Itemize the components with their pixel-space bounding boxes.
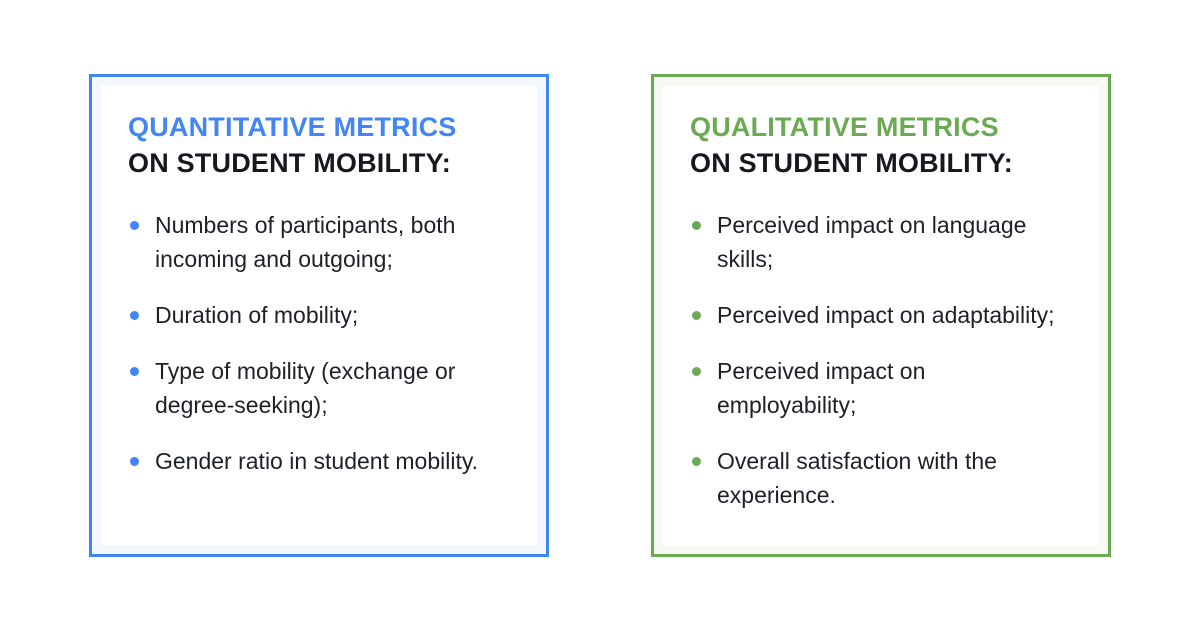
quantitative-title-accent: QUANTITATIVE METRICS xyxy=(128,111,457,142)
list-item xyxy=(128,298,508,332)
qualitative-metrics-list xyxy=(690,208,1070,512)
list-item xyxy=(690,444,1070,512)
bullet-icon xyxy=(692,457,701,466)
quantitative-title-main: ON STUDENT MOBILITY: xyxy=(128,148,451,179)
qualitative-card-title xyxy=(690,109,1070,182)
qualitative-title-main: ON STUDENT MOBILITY: xyxy=(690,148,1013,179)
list-item-text: Type of mobility (exchange or degree-seeking); xyxy=(155,358,456,419)
list-item-text: Overall satisfaction with the experience. xyxy=(717,448,997,509)
list-item-text: Perceived impact on language skills; xyxy=(717,211,1027,272)
list-item xyxy=(128,444,508,478)
list-item xyxy=(690,298,1070,332)
list-item xyxy=(690,208,1070,276)
list-item xyxy=(128,354,508,422)
bullet-icon xyxy=(692,311,701,320)
bullet-icon xyxy=(130,367,139,376)
bullet-icon xyxy=(130,311,139,320)
list-item-text: Perceived impact on employability; xyxy=(717,358,926,419)
quantitative-metrics-card xyxy=(89,74,549,557)
bullet-icon xyxy=(692,221,701,230)
list-item-text: Perceived impact on adaptability; xyxy=(717,302,1055,328)
bullet-icon xyxy=(130,457,139,466)
list-item xyxy=(128,208,508,276)
list-item-text: Gender ratio in student mobility. xyxy=(155,448,479,475)
list-item xyxy=(690,354,1070,422)
quantitative-card-title xyxy=(128,109,508,182)
bullet-icon xyxy=(692,367,701,376)
quantitative-metrics-list xyxy=(128,208,508,478)
list-item-text: Duration of mobility; xyxy=(155,302,359,328)
list-item-text: Numbers of participants, both incoming and outgoing; xyxy=(155,211,456,272)
bullet-icon xyxy=(130,221,139,230)
qualitative-metrics-card xyxy=(651,74,1111,557)
qualitative-title-accent: QUALITATIVE METRICS xyxy=(690,111,999,142)
